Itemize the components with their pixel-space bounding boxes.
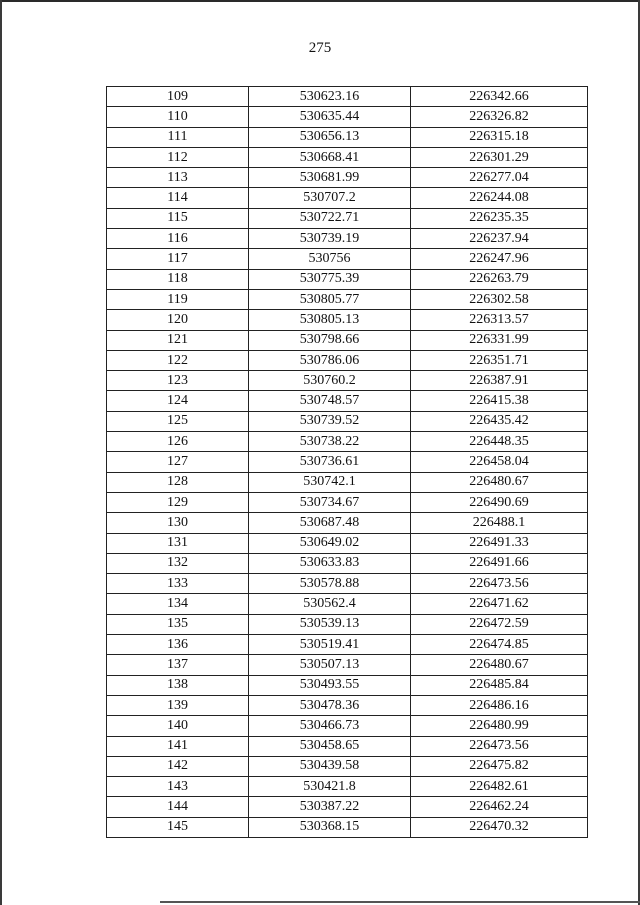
x-coordinate-cell: 530760.2 — [249, 371, 411, 391]
x-coordinate-cell: 530756 — [249, 249, 411, 269]
point-number-cell: 119 — [107, 289, 249, 309]
point-number-cell: 132 — [107, 553, 249, 573]
table-row — [107, 452, 588, 472]
point-number-cell: 134 — [107, 594, 249, 614]
point-number-cell: 123 — [107, 371, 249, 391]
y-coordinate-cell: 226480.99 — [411, 716, 588, 736]
point-number-cell: 137 — [107, 655, 249, 675]
x-coordinate-cell: 530656.13 — [249, 127, 411, 147]
x-coordinate-cell: 530786.06 — [249, 350, 411, 370]
point-number-cell: 144 — [107, 797, 249, 817]
x-coordinate-cell: 530635.44 — [249, 107, 411, 127]
y-coordinate-cell: 226435.42 — [411, 411, 588, 431]
x-coordinate-cell: 530368.15 — [249, 817, 411, 837]
table-row — [107, 614, 588, 634]
table-row — [107, 574, 588, 594]
y-coordinate-cell: 226415.38 — [411, 391, 588, 411]
point-number-cell: 142 — [107, 756, 249, 776]
point-number-cell: 140 — [107, 716, 249, 736]
y-coordinate-cell: 226247.96 — [411, 249, 588, 269]
y-coordinate-cell: 226470.32 — [411, 817, 588, 837]
y-coordinate-cell: 226473.56 — [411, 736, 588, 756]
point-number-cell: 117 — [107, 249, 249, 269]
point-number-cell: 138 — [107, 675, 249, 695]
point-number-cell: 145 — [107, 817, 249, 837]
table-row — [107, 269, 588, 289]
y-coordinate-cell: 226480.67 — [411, 472, 588, 492]
point-number-cell: 136 — [107, 635, 249, 655]
x-coordinate-cell: 530578.88 — [249, 574, 411, 594]
y-coordinate-cell: 226490.69 — [411, 492, 588, 512]
table-row — [107, 736, 588, 756]
y-coordinate-cell: 226277.04 — [411, 168, 588, 188]
x-coordinate-cell: 530649.02 — [249, 533, 411, 553]
point-number-cell: 111 — [107, 127, 249, 147]
x-coordinate-cell: 530421.8 — [249, 777, 411, 797]
y-coordinate-cell: 226473.56 — [411, 574, 588, 594]
table-row — [107, 675, 588, 695]
y-coordinate-cell: 226471.62 — [411, 594, 588, 614]
x-coordinate-cell: 530742.1 — [249, 472, 411, 492]
x-coordinate-cell: 530507.13 — [249, 655, 411, 675]
table-row — [107, 533, 588, 553]
point-number-cell: 120 — [107, 310, 249, 330]
table-row — [107, 635, 588, 655]
table-row — [107, 655, 588, 675]
x-coordinate-cell: 530738.22 — [249, 432, 411, 452]
point-number-cell: 121 — [107, 330, 249, 350]
scan-left-border — [0, 0, 2, 905]
x-coordinate-cell: 530623.16 — [249, 87, 411, 107]
y-coordinate-cell: 226475.82 — [411, 756, 588, 776]
y-coordinate-cell: 226244.08 — [411, 188, 588, 208]
y-coordinate-cell: 226237.94 — [411, 229, 588, 249]
x-coordinate-cell: 530668.41 — [249, 147, 411, 167]
x-coordinate-cell: 530519.41 — [249, 635, 411, 655]
y-coordinate-cell: 226458.04 — [411, 452, 588, 472]
point-number-cell: 135 — [107, 614, 249, 634]
x-coordinate-cell: 530539.13 — [249, 614, 411, 634]
y-coordinate-cell: 226448.35 — [411, 432, 588, 452]
y-coordinate-cell: 226482.61 — [411, 777, 588, 797]
scan-bottom-border — [160, 901, 640, 903]
table-row — [107, 432, 588, 452]
y-coordinate-cell: 226472.59 — [411, 614, 588, 634]
point-number-cell: 112 — [107, 147, 249, 167]
table-row — [107, 817, 588, 837]
y-coordinate-cell: 226326.82 — [411, 107, 588, 127]
x-coordinate-cell: 530439.58 — [249, 756, 411, 776]
point-number-cell: 133 — [107, 574, 249, 594]
scan-top-border — [0, 0, 640, 2]
x-coordinate-cell: 530739.19 — [249, 229, 411, 249]
y-coordinate-cell: 226491.66 — [411, 553, 588, 573]
point-number-cell: 109 — [107, 87, 249, 107]
table-row — [107, 716, 588, 736]
point-number-cell: 110 — [107, 107, 249, 127]
table-row — [107, 310, 588, 330]
table-row — [107, 188, 588, 208]
x-coordinate-cell: 530478.36 — [249, 695, 411, 715]
y-coordinate-cell: 226491.33 — [411, 533, 588, 553]
table-row — [107, 208, 588, 228]
table-row — [107, 229, 588, 249]
point-number-cell: 127 — [107, 452, 249, 472]
table-row — [107, 391, 588, 411]
y-coordinate-cell: 226485.84 — [411, 675, 588, 695]
y-coordinate-cell: 226301.29 — [411, 147, 588, 167]
x-coordinate-cell: 530748.57 — [249, 391, 411, 411]
table-row — [107, 249, 588, 269]
table-row — [107, 350, 588, 370]
y-coordinate-cell: 226331.99 — [411, 330, 588, 350]
table-row — [107, 756, 588, 776]
table-row — [107, 168, 588, 188]
point-number-cell: 141 — [107, 736, 249, 756]
y-coordinate-cell: 226462.24 — [411, 797, 588, 817]
point-number-cell: 114 — [107, 188, 249, 208]
table-row — [107, 127, 588, 147]
x-coordinate-cell: 530734.67 — [249, 492, 411, 512]
x-coordinate-cell: 530562.4 — [249, 594, 411, 614]
point-number-cell: 115 — [107, 208, 249, 228]
coordinate-table — [106, 86, 588, 838]
point-number-cell: 125 — [107, 411, 249, 431]
table-row — [107, 289, 588, 309]
table-row — [107, 695, 588, 715]
x-coordinate-cell: 530681.99 — [249, 168, 411, 188]
point-number-cell: 113 — [107, 168, 249, 188]
x-coordinate-cell: 530387.22 — [249, 797, 411, 817]
y-coordinate-cell: 226480.67 — [411, 655, 588, 675]
y-coordinate-cell: 226302.58 — [411, 289, 588, 309]
table-row — [107, 797, 588, 817]
point-number-cell: 129 — [107, 492, 249, 512]
table-row — [107, 777, 588, 797]
x-coordinate-cell: 530739.52 — [249, 411, 411, 431]
table-row — [107, 371, 588, 391]
point-number-cell: 143 — [107, 777, 249, 797]
x-coordinate-cell: 530466.73 — [249, 716, 411, 736]
y-coordinate-cell: 226474.85 — [411, 635, 588, 655]
table-row — [107, 513, 588, 533]
x-coordinate-cell: 530722.71 — [249, 208, 411, 228]
point-number-cell: 118 — [107, 269, 249, 289]
page-number: 275 — [308, 40, 332, 56]
table-row — [107, 87, 588, 107]
y-coordinate-cell: 226315.18 — [411, 127, 588, 147]
point-number-cell: 116 — [107, 229, 249, 249]
table-row — [107, 472, 588, 492]
y-coordinate-cell: 226313.57 — [411, 310, 588, 330]
point-number-cell: 122 — [107, 350, 249, 370]
y-coordinate-cell: 226486.16 — [411, 695, 588, 715]
y-coordinate-cell: 226351.71 — [411, 350, 588, 370]
y-coordinate-cell: 226263.79 — [411, 269, 588, 289]
x-coordinate-cell: 530775.39 — [249, 269, 411, 289]
x-coordinate-cell: 530633.83 — [249, 553, 411, 573]
point-number-cell: 131 — [107, 533, 249, 553]
y-coordinate-cell: 226387.91 — [411, 371, 588, 391]
table-row — [107, 147, 588, 167]
x-coordinate-cell: 530707.2 — [249, 188, 411, 208]
x-coordinate-cell: 530805.13 — [249, 310, 411, 330]
table-row — [107, 594, 588, 614]
x-coordinate-cell: 530458.65 — [249, 736, 411, 756]
point-number-cell: 130 — [107, 513, 249, 533]
point-number-cell: 139 — [107, 695, 249, 715]
table-row — [107, 492, 588, 512]
y-coordinate-cell: 226342.66 — [411, 87, 588, 107]
x-coordinate-cell: 530798.66 — [249, 330, 411, 350]
table-row — [107, 330, 588, 350]
x-coordinate-cell: 530736.61 — [249, 452, 411, 472]
table-row — [107, 107, 588, 127]
y-coordinate-cell: 226488.1 — [411, 513, 588, 533]
x-coordinate-cell: 530493.55 — [249, 675, 411, 695]
point-number-cell: 126 — [107, 432, 249, 452]
table-row — [107, 411, 588, 431]
coordinate-table-body — [107, 87, 588, 838]
x-coordinate-cell: 530805.77 — [249, 289, 411, 309]
x-coordinate-cell: 530687.48 — [249, 513, 411, 533]
table-row — [107, 553, 588, 573]
point-number-cell: 124 — [107, 391, 249, 411]
point-number-cell: 128 — [107, 472, 249, 492]
y-coordinate-cell: 226235.35 — [411, 208, 588, 228]
